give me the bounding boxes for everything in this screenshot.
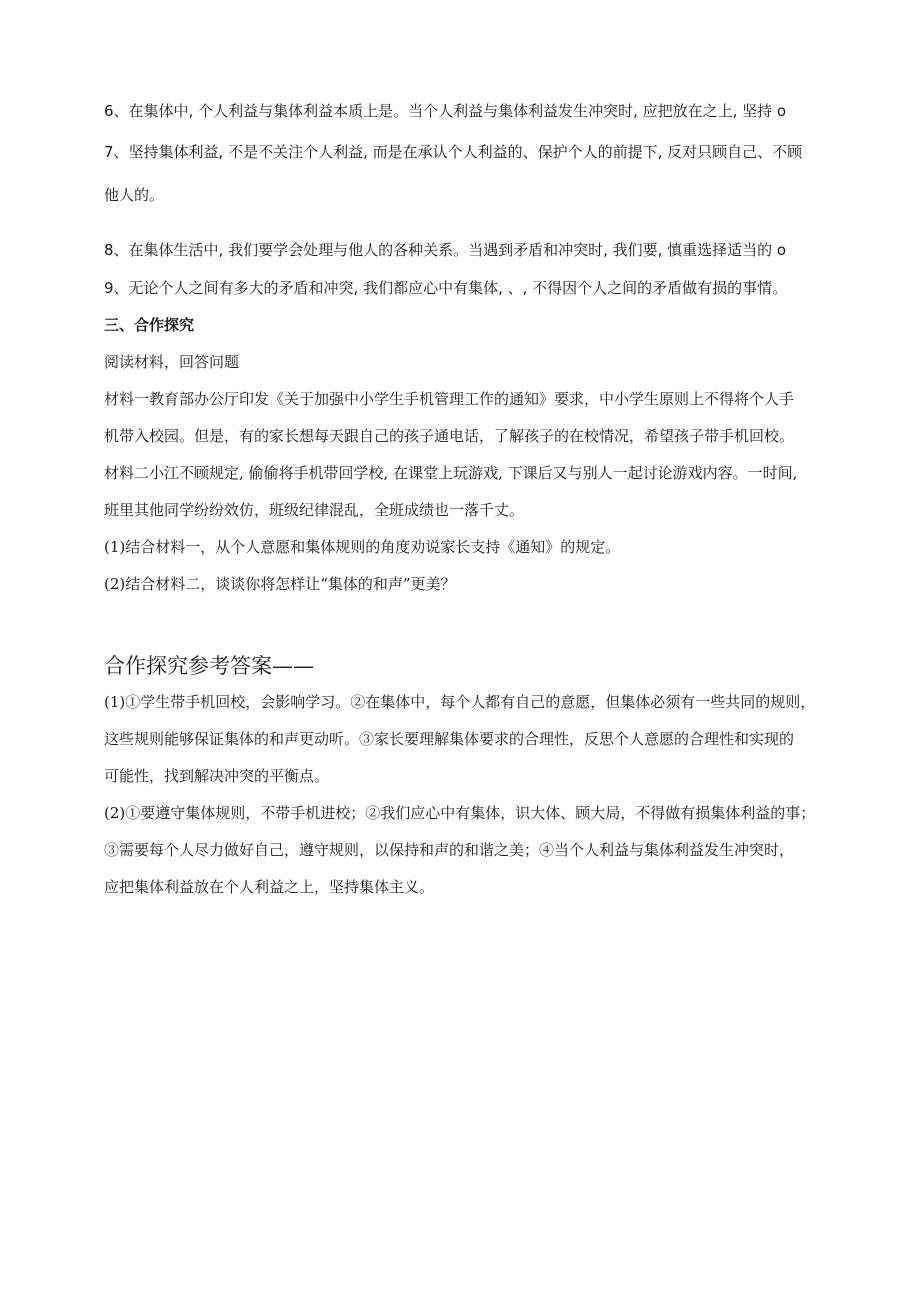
material-2-line-1: 材料二小江不顾规定, 偷偷将手机带回学校, 在课堂上玩游戏, 下课后又与别人一起讨论游戏内容。一时间,: [104, 464, 798, 482]
question-8: 8、在集体生活中, 我们要学会处理与他人的各种关系。当遇到矛盾和冲突时, 我们要, 慎重选择适当的 o: [104, 241, 787, 259]
material-1-line-1: 材料一教育部办公厅印发《关于加强中小学生手机管理工作的通知》要求，中小学生原则上不得将个人手: [104, 390, 795, 408]
answer-1-line-1: (1)①学生带手机回校，会影响学习。②在集体中，每个人都有自己的意愿，但集体必须有一些共同的规则，: [104, 693, 816, 711]
question-2: (2)结合材料二，谈谈你将怎样让“集体的和声”更美？: [104, 575, 456, 593]
question-6: 6、在集体中, 个人利益与集体利益本质上是。当个人利益与集体利益发生冲突时, 应把放在之上, 坚持 o: [104, 102, 787, 120]
material-2-line-2: 班里其他同学纷纷效仿，班级纪律混乱，全班成绩也一落千丈。: [104, 501, 525, 519]
answer-2-line-2: ③需要每个人尽力做好自己，遵守规则，以保持和声的和谐之美；④当个人利益与集体利益发生冲突时，: [104, 841, 795, 859]
section-3-intro: 阅读材料，回答问题: [104, 353, 240, 371]
question-9: 9、无论个人之间有多大的矛盾和冲突, 我们都应心中有集体, 、, 不得因个人之间的矛盾做有损的事情。: [104, 279, 788, 297]
answer-2-line-1: (2)①要遵守集体规则，不带手机进校；②我们应心中有集体，识大体、顾大局，不得做有损集体利益的事；: [104, 804, 816, 822]
question-1: (1)结合材料一，从个人意愿和集体规则的角度劝说家长支持《通知》的规定。: [104, 538, 621, 556]
answers-heading: 合作探究参考答案——: [104, 654, 314, 678]
answer-2-line-3: 应把集体利益放在个人利益之上，坚持集体主义。: [104, 878, 435, 896]
question-7-line-2: 他人的。: [104, 186, 165, 204]
answer-1-line-3: 可能性，找到解决冲突的平衡点。: [104, 767, 330, 785]
material-1-line-2: 机带入校园。但是，有的家长想每天跟自己的孩子通电话，了解孩子的在校情况，希望孩子带手机回校。: [104, 427, 795, 445]
section-3-heading: 三、合作探究: [104, 316, 195, 334]
answer-1-line-2: 这些规则能够保证集体的和声更动听。③家长要理解集体要求的合理性，反思个人意愿的合理性和实现的: [104, 730, 795, 748]
question-7-line-1: 7、坚持集体利益, 不是不关注个人利益, 而是在承认个人利益的、保护个人的前提下, 反对只顾自己、不顾: [104, 143, 803, 161]
